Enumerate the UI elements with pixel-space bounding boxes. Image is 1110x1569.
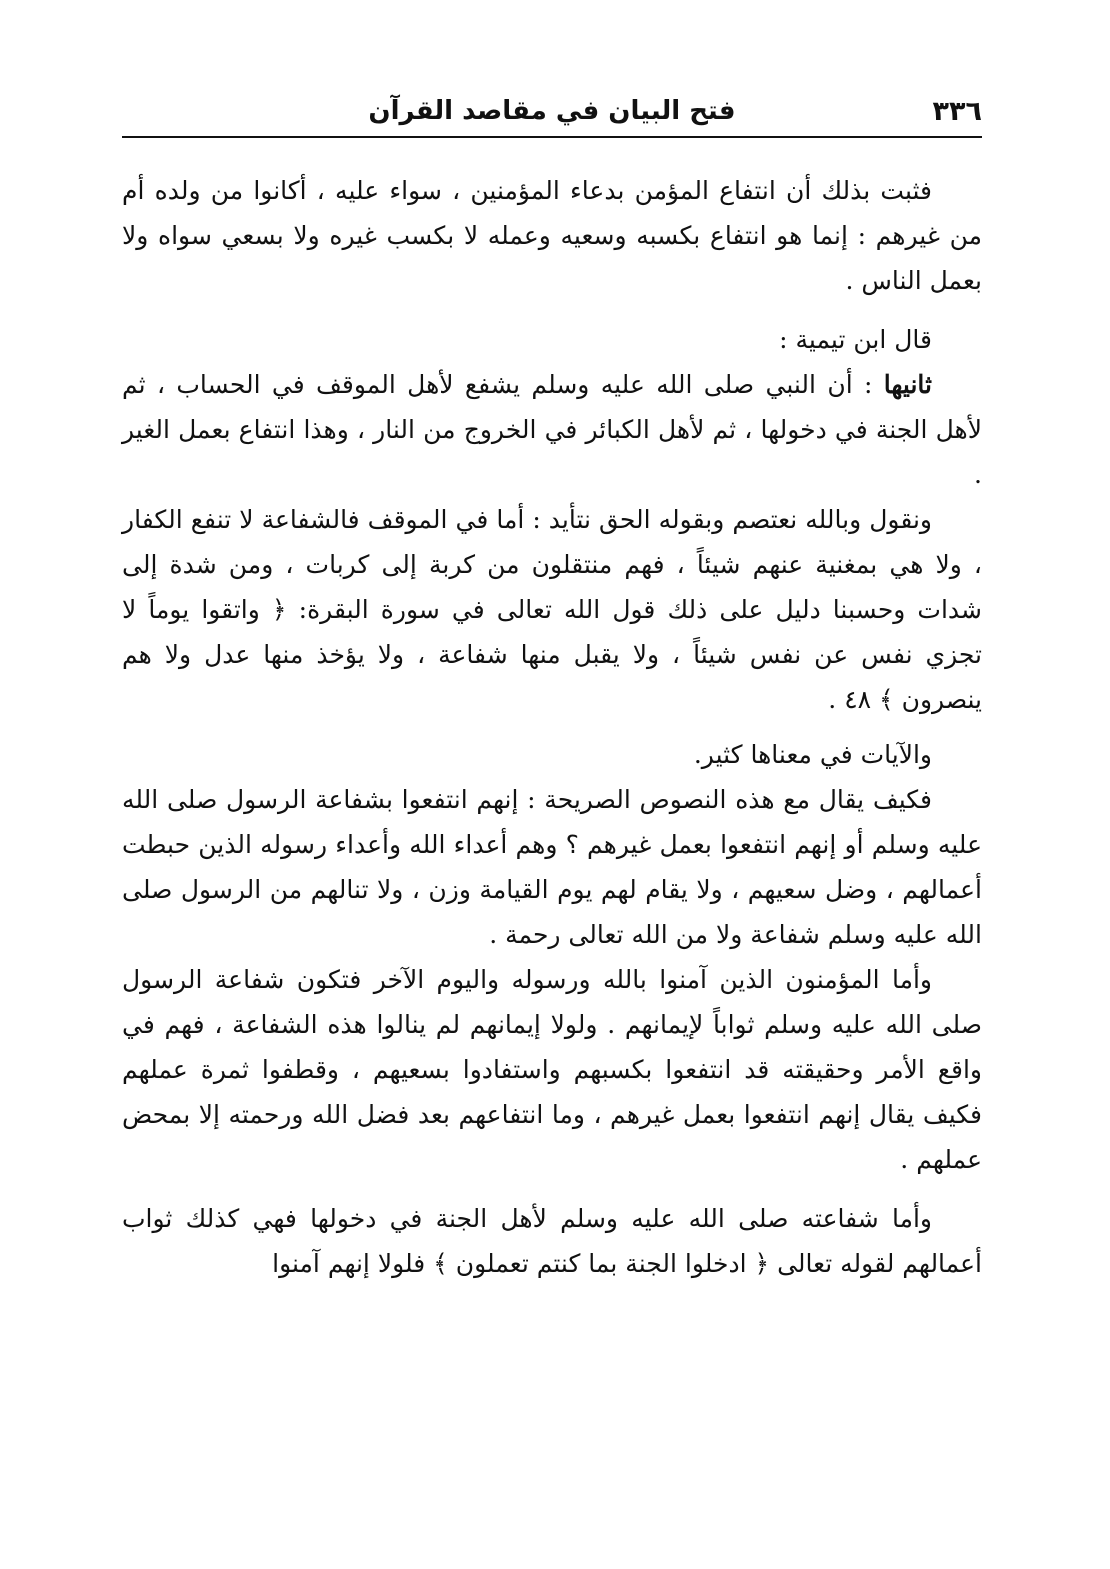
page-header	[122, 86, 982, 136]
paragraph-3	[122, 362, 982, 497]
page-number: ٣٣٦	[932, 96, 982, 127]
paragraph-6: فكيف يقال مع هذه النصوص الصريحة : إنهم انتفعوا بشفاعة الرسول صلى الله عليه وسلم أو إنهم انتفعوا بعمل غيرهم ؟ وهم أعداء الله وأعداء رسوله الذين حبطت أعمالهم ، وضل سعيهم ، ولا يقام لهم يوم القيامة وزن ، ولا تنالهم من الرسول صلى الله عليه وسلم شفاعة ولا من الله تعالى رحمة .	[122, 785, 982, 949]
page-body	[122, 168, 982, 1286]
paragraph-3-text: : أن النبي صلى الله عليه وسلم يشفع لأهل الموقف في الحساب ، ثم لأهل الجنة في دخولها ، ثم لأهل الكبائر في الخروج من النار ، وهذا انتفاع بعمل الغير .	[122, 370, 982, 489]
paragraph-2: قال ابن تيمية :	[779, 325, 932, 354]
paragraph-4: ونقول وبالله نعتصم وبقوله الحق نتأيد : أما في الموقف فالشفاعة لا تنفع الكفار ، ولا هي بمغنية عنهم شيئاً ، فهم منتقلون من كربة إلى كربات ، ومن شدة إلى شدات وحسبنا دليل على ذلك قول الله تعالى في سورة البقرة: ﴿ واتقوا يوماً لا تجزي نفس عن نفس شيئاً ، ولا يقبل منها شفاعة ، ولا يؤخذ منها عدل ولا هم ينصرون ﴾ ٤٨ .	[122, 505, 982, 714]
running-title: فتح البيان في مقاصد القرآن	[368, 96, 736, 126]
paragraph-7: وأما المؤمنون الذين آمنوا بالله ورسوله واليوم الآخر فتكون شفاعة الرسول صلى الله عليه وسلم ثواباً لإيمانهم . ولولا إيمانهم لم ينالوا هذه الشفاعة ، فهم في واقع الأمر وحقيقته قد انتفعوا بكسبهم واستفادوا بسعيهم ، وقطفوا ثمرة عملهم فكيف يقال إنهم انتفعوا بعمل غيرهم ، وما انتفاعهم بعد فضل الله ورحمته إلا بمحض عملهم .	[122, 965, 982, 1174]
header-divider	[122, 136, 982, 138]
paragraph-8: وأما شفاعته صلى الله عليه وسلم لأهل الجنة في دخولها فهي كذلك ثواب أعمالهم لقوله تعالى ﴿ ادخلوا الجنة بما كنتم تعملون ﴾ فلولا إنهم آمنوا	[122, 1204, 982, 1278]
paragraph-1: فثبت بذلك أن انتفاع المؤمن بدعاء المؤمنين ، سواء عليه ، أكانوا من ولده أم من غيرهم : إنما هو انتفاع بكسبه وسعيه وعمله لا بكسب غيره ولا بسعي سواه ولا بعمل الناس .	[122, 176, 982, 295]
paragraph-5: والآيات في معناها كثير.	[693, 740, 932, 769]
paragraph-lead-word: ثانيها	[883, 370, 932, 399]
